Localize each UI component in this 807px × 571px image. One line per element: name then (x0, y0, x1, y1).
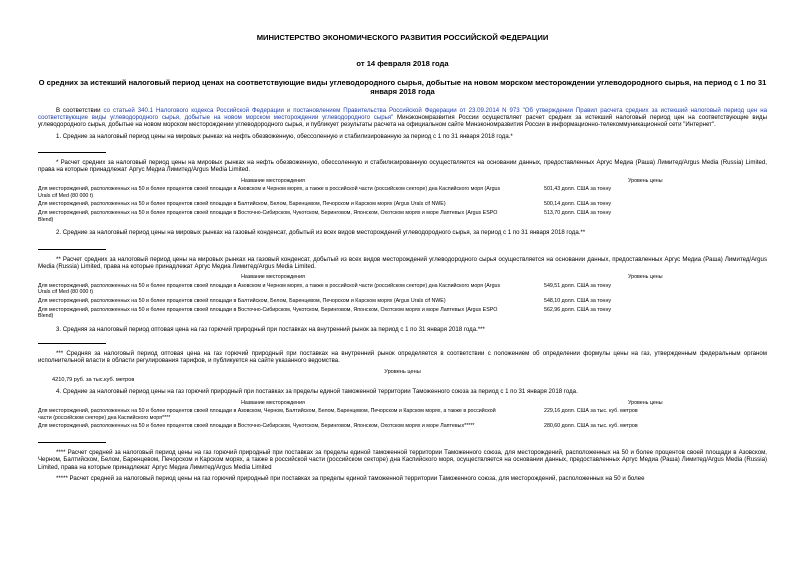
column-header-price: Уровень цены (628, 274, 663, 281)
intro-text-start: В соответствии (56, 106, 104, 114)
section-4-heading: 4. Средние за налоговый период цены на газ горючий природный при поставках за пределы единой таможенной территории Таможенного союза за период с 1 по 31 января 2018 года. (56, 388, 578, 396)
table-row (38, 186, 767, 201)
table-row (38, 210, 767, 225)
section-4-footnote-1: **** Расчет средней за налоговый период цены на газ горючий природный при поставках за пределы единой таможенной территории Таможенного союза, для месторождений, расположенных на 50 и более процентов своей площади в Азовском, Черном, Балтийском, Белом, Баренцевом, Печорском и Карском морях, а также в российской части (российском секторе) дна Каспийского моря, осуществляется на основании данных, предоставленных Аргус Медиа (Раша) Лимитед/Argus Media (Russia) Limited, права на которые принадлежат Аргус Медиа Лимитед/Argus Media Limited (38, 448, 767, 471)
footnote-separator (38, 343, 106, 344)
price-cell: 280,60 долл. США за тыс. куб. метров (544, 423, 638, 430)
section-4-price-table (38, 400, 767, 432)
field-name-cell: Для месторождений, расположенных на 50 и более процентов своей площади в Азовском и Черном морях, а также в российской части (российском секторе) дна Каспийского моря (Argus Urals cif Med (80 000 t) (38, 186, 501, 199)
section-3-heading: 3. Средняя за налоговый период оптовая цена на газ горючий природный при поставках на внутренний рынок за период с 1 по 31 января 2018 года.*** (56, 325, 485, 333)
field-name-cell: Для месторождений, расположенных на 50 и более процентов своей площади в Восточно-Сибирском, Чукотском, Беринговом, Японском, Охотском морях и море Лаптевых (Argus ESPO Blend) (38, 210, 498, 223)
section-2-footnote: ** Расчет средних за налоговый период цены на мировых рынках на газовый конденсат, добытый из всех видов месторождений углеводородного сырья осуществляется на основании данных, предоставленных Аргус Медиа (Раша) Лимитед/Argus Media (Russia) Limited, права на которые принадлежат Аргус Медиа Лимитед/Argus Media Limited. (38, 255, 767, 270)
footnote-separator (38, 249, 106, 250)
column-header-name: Название месторождения (241, 177, 305, 184)
field-name-cell: Для месторождений, расположенных на 50 и более процентов своей площади в Балтийском, Белом, Баренцевом, Печорском и Карском морях (Argus Urals cif NWE) (38, 298, 446, 305)
document-date: от 14 февраля 2018 года (356, 59, 449, 69)
table-row (38, 423, 767, 432)
column-header-price: Уровень цены (628, 177, 663, 184)
footnote-separator (38, 152, 106, 153)
price-cell: 500,14 долл. США за тонну (544, 201, 612, 208)
document-subject: О средних за истекший налоговый период ценах на соответствующие виды углеводородного сырья, добытые на новом морском месторождении углеводородного сырья, на период с 1 по 31 января 2018 года (38, 78, 767, 97)
field-name-cell: Для месторождений, расположенных на 50 и более процентов своей площади в Азовском, Черном, Балтийском, Белом, Баренцевом, Печорском и Карском морях, а также в российской части (российском секторе) дна Каспийского моря**** (38, 408, 496, 421)
price-cell: 562,96 долл. США за тонну (544, 306, 612, 313)
table-row (38, 201, 767, 210)
table-row (38, 408, 767, 423)
section-3-price-value: 4210,79 руб. за тыс.куб. метров (52, 377, 135, 384)
section-1-footnote: * Расчет средних за налоговый период цены на мировых рынках на нефть обезвоженную, обессоленную и стабилизированную осуществляется на основании данных, предоставленных Аргус Медиа (Раша) Лимитед/Argus Media (Russia) Limited, права на которые принадлежат Аргус Медиа Лимитед/Argus Media Limited. (38, 158, 767, 174)
legal-reference-link[interactable]: со статьей 340.1 Налогового кодекса Российской Федерации и постановлением Правительства Российской Федерации от 23.09.2014 N 973 "Об утверждении Правил расчета средних за истекший налоговый период цен на соответствующие виды углеводородного сырья, добытые на новом морском месторождении углеводородного сырья" (38, 106, 767, 122)
intro-text-end: Минэкономразвития России осуществляет расчет средних за истекший налоговый период цен на соответствующие виды углеводородного сырья, добытые на новом морском месторождении углеводородного сырья, и публикует результаты расчета на официальном сайте Минэкономразвития России в информационно-телекоммуникационной сети "Интернет". (38, 114, 767, 129)
table-row (38, 307, 767, 322)
intro-paragraph (38, 107, 767, 129)
price-cell: 549,51 долл. США за тонну (544, 282, 612, 289)
field-name-cell: Для месторождений, расположенных на 50 и более процентов своей площади в Восточно-Сибирском, Чукотском, Беринговом, Японском, Охотском морях и море Лаптевых (Argus ESPO Blend) (38, 306, 498, 320)
column-header-price: Уровень цены (628, 399, 663, 406)
field-name-cell: Для месторождений, расположенных на 50 и более процентов своей площади в Балтийском, Белом, Баренцевом, Печорском и Карском морях (Argus Urals cif NWE) (38, 201, 446, 208)
section-2-price-table (38, 274, 767, 322)
section-2-heading: 2. Средние за налоговый период цены на мировых рынках на газовый конденсат, добытый из всех видов месторождений углеводородного сырья, за период с 1 по 31 января 2018 года.** (56, 229, 586, 237)
column-header-name: Название месторождения (241, 274, 305, 281)
price-cell: 513,70 долл. США за тонну (544, 210, 612, 217)
section-3-price-header: Уровень цены (384, 368, 421, 375)
section-4-footnote-2: ***** Расчет средней за налоговый период цены на газ горючий природный при поставках за пределы единой таможенной территории Таможенного союза, для месторождений, расположенных на 50 и более (56, 474, 645, 482)
section-1-heading: 1. Средние за налоговый период цены на мировых рынках на нефть обезвоженную, обессоленную и стабилизированную за период с 1 по 31 января 2018 года.* (56, 132, 513, 140)
column-header-name: Название месторождения (241, 399, 305, 406)
ministry-title: МИНИСТЕРСТВО ЭКОНОМИЧЕСКОГО РАЗВИТИЯ РОССИЙСКОЙ ФЕДЕРАЦИИ (256, 33, 549, 42)
section-1-price-table (38, 178, 767, 226)
document-page (38, 33, 767, 482)
price-cell: 548,10 долл. США за тонну (544, 298, 612, 305)
table-row (38, 298, 767, 307)
field-name-cell: Для месторождений, расположенных на 50 и более процентов своей площади в Азовском и Черном морях, а также в российской части (российском секторе) дна Каспийского моря (Argus Urals cif Med (80 000 t) (38, 282, 501, 296)
table-row (38, 283, 767, 298)
field-name-cell: Для месторождений, расположенных на 50 и более процентов своей площади в Восточно-Сибирском, Чукотском, Беринговом, Японском, Охотском морях и море Лаптевых***** (38, 423, 475, 430)
section-3-footnote: *** Средняя за налоговый период оптовая цена на газ горючий природный при поставках на внутренний рынок определяется в соответствии с положением об определении формулы цены на газ, утвержденным федеральным органом исполнительной власти в области регулирования тарифов, и публикуется на сайте указанного ведомства. (38, 350, 767, 365)
footnote-separator (38, 442, 106, 443)
price-cell: 501,43 долл. США за тонну (544, 186, 612, 193)
price-cell: 229,16 долл. США за тыс. куб. метров (544, 408, 638, 415)
